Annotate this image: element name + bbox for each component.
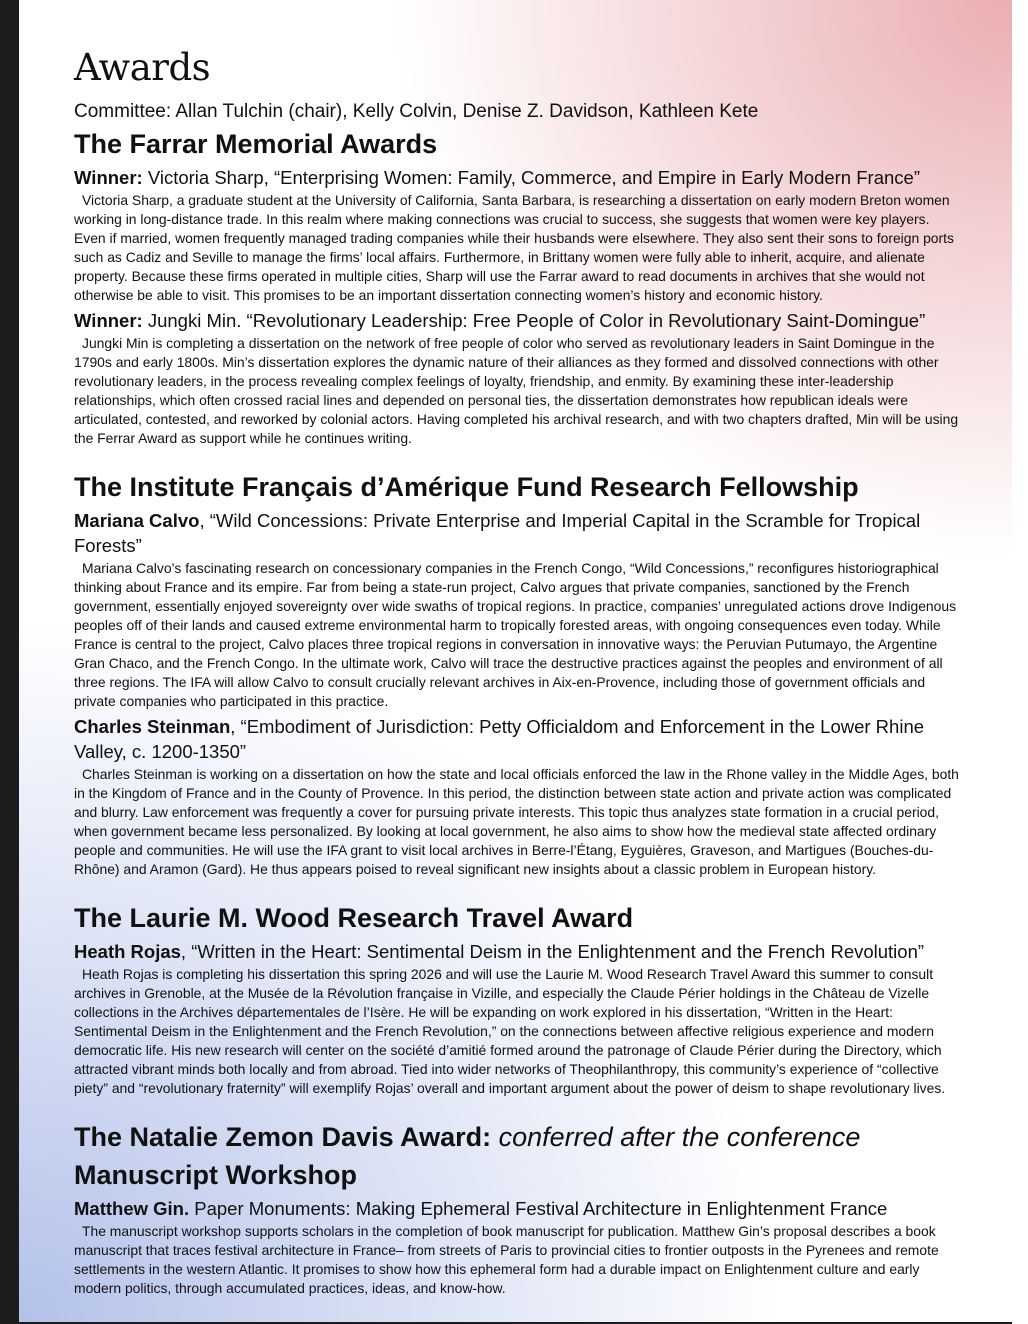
section-heading-davis — [74, 1120, 959, 1154]
section-heading-note: conferred after the conference — [498, 1122, 861, 1152]
entry-description: Victoria Sharp, a graduate student at the University of California, Santa Barbara, is researching a dissertation on early modern Breton women working in long-distance trade. In this realm where making connections was crucial to success, she suggests that women were key players. Even if married, women frequently managed trading companies while their husbands were elsewhere. They also sent their sons to foreign ports such as Cadiz and Seville to manage the firms’ local affairs. Furthermore, in Brittany women were fully able to inherit, acquire, and alienate property. Because these firms operated in multiple cities, Sharp will use the Farrar award to read documents in archives that she would not otherwise be able to visit. This promises to be an important dissertation connecting women’s history and economic history. — [74, 192, 954, 303]
page-edge — [1012, 0, 1028, 1324]
entry-lead: Matthew Gin. — [74, 1198, 190, 1219]
document-page — [19, 0, 1012, 1322]
entry-title-text: Victoria Sharp, “Enterprising Women: Family, Commerce, and Empire in Early Modern France” — [142, 167, 920, 188]
entry-title-text: , “Written in the Heart: Sentimental Deism in the Enlightenment and the French Revolution” — [180, 941, 925, 962]
entry-lead: Winner: — [74, 167, 143, 188]
section-heading-wood: The Laurie M. Wood Research Travel Award — [74, 903, 634, 933]
entry-title-text: , “Embodiment of Jurisdiction: Petty Officialdom and Enforcement in the Lower Rhine Valley, c. 1200-1350” — [74, 716, 925, 762]
entry-description: Jungki Min is completing a dissertation on the network of free people of color who served as revolutionary leaders in Saint Domingue in the 1790s and early 1800s. Min’s dissertation explores the dynamic nature of their alliances as they formed and dissolved connections with other revolutionary leaders, in the process revealing complex feelings of loyalty, friendship, and enmity. By examining these inter-leadership relationships, which often crossed racial lines and depended on personal ties, the dissertation demonstrates how republican ideals were articulated, contested, and reworked by colonial actors. Having completed his archival research, and with two chapters drafted, Min will be using the Ferrar Award as support while he continues writing. — [74, 335, 959, 446]
entry-lead: Charles Steinman — [74, 716, 231, 737]
section-heading-text: The Natalie Zemon Davis Award: — [74, 1122, 499, 1152]
entry-title — [74, 508, 959, 558]
entry-title — [74, 714, 959, 764]
entry-title — [74, 165, 959, 190]
entry-description: Charles Steinman is working on a dissertation on how the state and local officials enforced the law in the Rhone valley in the Middle Ages, both in the Kingdom of France and in the County of Provence. In this period, the distinction between state action and private action was complicated and blurry. Law enforcement was frequently a cover for pursuing private interests. This topic thus analyzes state formation in a crucial period, when government became less personalized. By looking at local government, he also aims to show how the medieval state affected ordinary people and communities. He will use the IFA grant to visit local archives in Berre-l’Étang, Eyguières, Graveson, and Martigues (Bouches-du-Rhône) and Aramon (Gard). He thus appears poised to reveal significant new insights about a classic problem in European history. — [74, 766, 959, 877]
entry-title — [74, 939, 959, 964]
entry-description: Mariana Calvo’s fascinating research on concessionary companies in the French Congo, “Wild Concessions,” reconfigures historiographical thinking about France and its empire. Far from being a state-run project, Calvo argues that private companies, sanctioned by the French government, essentially enjoyed sovereignty over wide swaths of tropical regions. In practice, companies’ unregulated actions drove Indigenous peoples off of their lands and caused extreme environmental harm to tropically forested areas, with ongoing consequences even today. While France is central to the project, Calvo places three tropical regions in conversation in innovative ways: the Peruvian Putumayo, the Argentine Gran Chaco, and the French Congo. In the ultimate work, Calvo will trace the destructive practices against the peoples and environment of all three regions. The IFA will allow Calvo to consult crucially relevant archives in Aix-en-Provence, including those of government officials and private companies who participated in this practice. — [74, 560, 957, 709]
entry-lead: Heath Rojas — [74, 941, 181, 962]
entry-description: The manuscript workshop supports scholars in the completion of book manuscript for publication. Matthew Gin’s proposal describes a book manuscript that traces festival architecture in France– from streets of Paris to provincial cities to frontier outposts in the Pyrenees and remote settlements in the western Atlantic. It promises to show how this ephemeral form had a durable impact on Enlightenment culture and early modern politics, through accumulated practices, ideas, and know-how. — [74, 1223, 939, 1296]
entry-title-text: Paper Monuments: Making Ephemeral Festival Architecture in Enlightenment France — [189, 1198, 888, 1219]
entry-title — [74, 308, 959, 333]
page-title: Awards — [74, 46, 211, 89]
section-spacer — [74, 882, 959, 901]
section-spacer — [74, 1101, 959, 1120]
entry-lead: Winner: — [74, 310, 143, 331]
entry-title-text: Jungki Min. “Revolutionary Leadership: Free People of Color in Revolutionary Saint-Domingue” — [142, 310, 926, 331]
entry-title-text: , “Wild Concessions: Private Enterprise and Imperial Capital in the Scramble for Tropical Forests” — [74, 510, 921, 556]
section-heading-ifa: The Institute Français d’Amérique Fund Research Fellowship — [74, 472, 859, 502]
entry-title — [74, 1196, 959, 1221]
document-content — [74, 44, 959, 1301]
section-spacer — [74, 451, 959, 470]
entry-lead: Mariana Calvo — [74, 510, 200, 531]
section-heading-workshop: Manuscript Workshop — [74, 1160, 358, 1190]
entry-description: Heath Rojas is completing his dissertation this spring 2026 and will use the Laurie M. Wood Research Travel Award this summer to consult archives in Grenoble, at the Musée de la Révolution française in Vizille, and especially the Claude Périer holdings in the Château de Vizelle collections in the Archives départementales de l’Isère. He will be expanding on work explored in his dissertation, “Written in the Heart: Sentimental Deism in the Enlightenment and the French Revolution,” on the connections between affective religious experience and modern democratic life. His new research will center on the société d’amitié formed around the patronage of Claude Périer during the Directory, which attracted vibrant minds both locally and from abroad. Tied into wider networks of Theophilanthropy, this community’s experience of “collective piety” and “revolutionary fraternity” will exemplify Rojas’ overall and important argument about the power of deism to shape revolutionary lives. — [74, 966, 946, 1096]
committee-line: Committee: Allan Tulchin (chair), Kelly Colvin, Denise Z. Davidson, Kathleen Kete — [74, 101, 759, 122]
section-heading-farrar: The Farrar Memorial Awards — [74, 129, 438, 159]
